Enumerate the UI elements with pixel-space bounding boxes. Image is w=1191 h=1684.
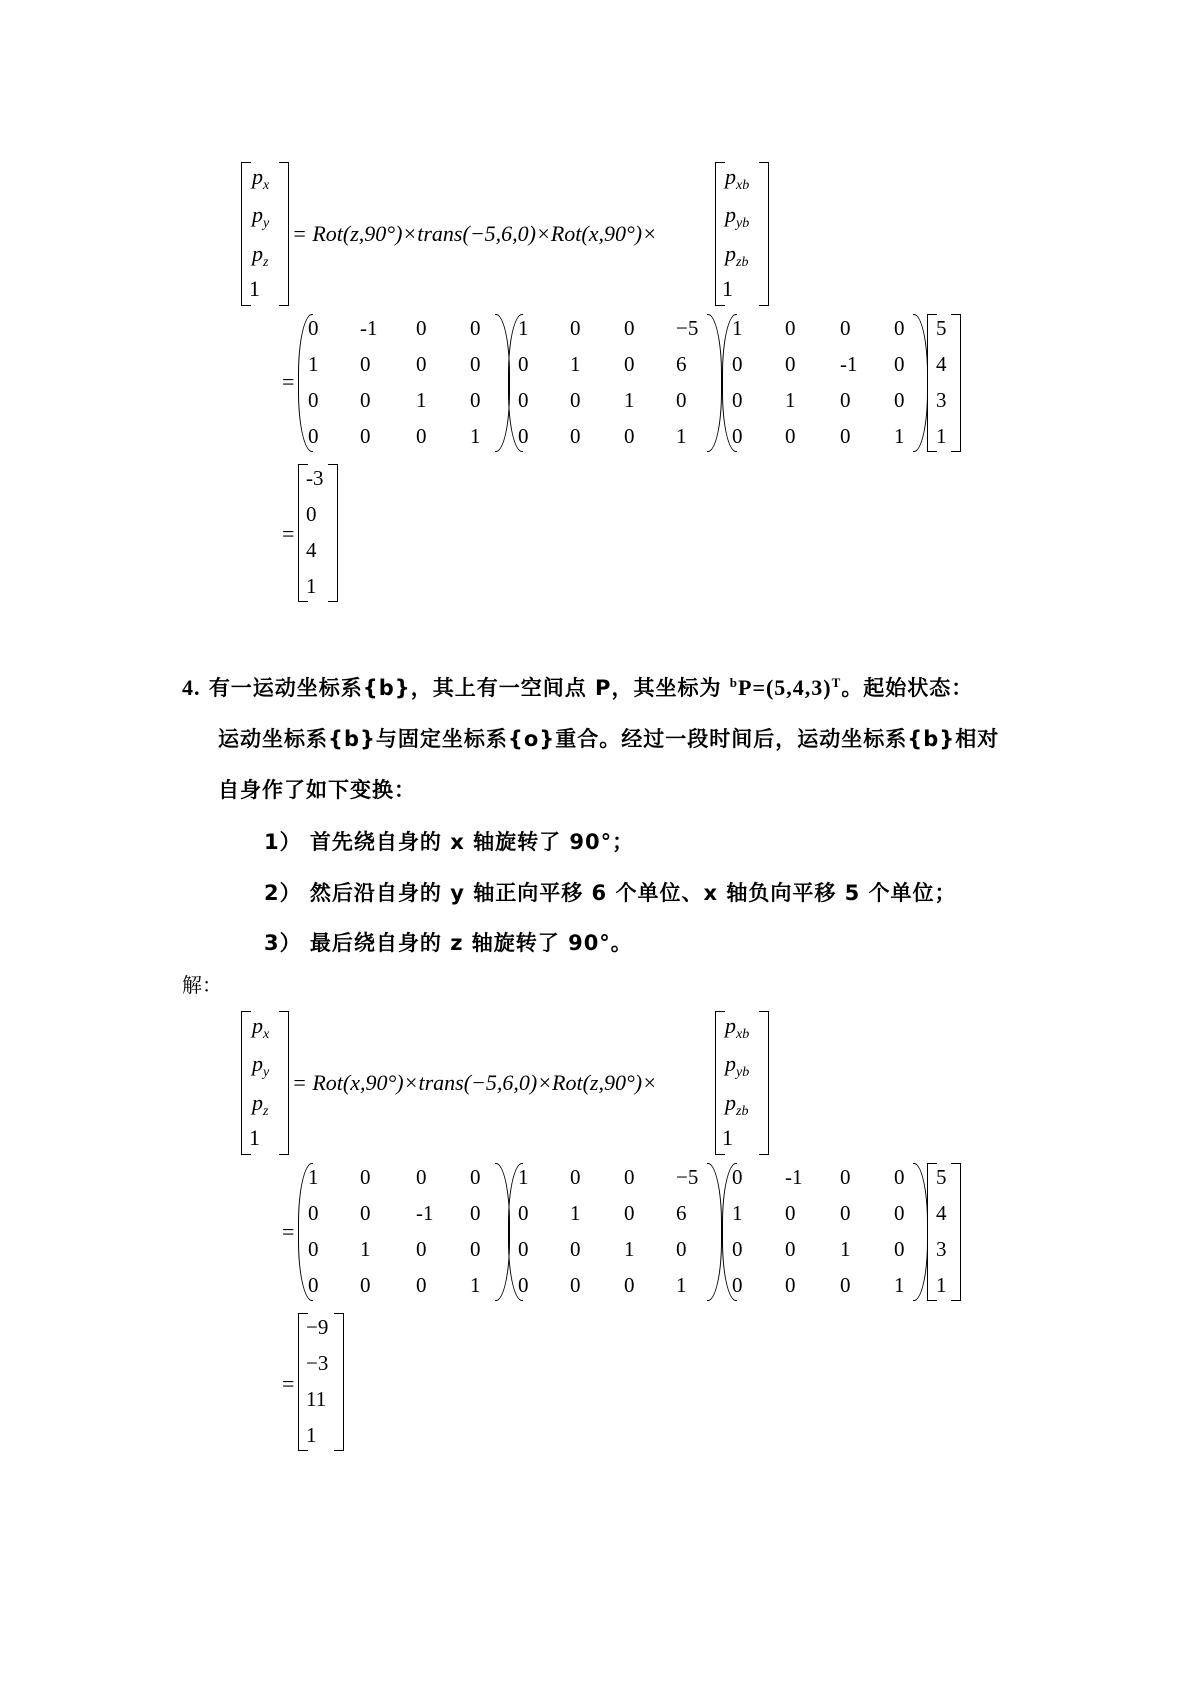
- matrix-cell: 0: [840, 1165, 851, 1189]
- matrix-cell: 0: [308, 1237, 319, 1261]
- matrix-cell: 6: [676, 352, 687, 376]
- matrix-cell: 0: [360, 352, 371, 376]
- matrix-cell: 6: [676, 1201, 687, 1225]
- matrix-cell: 0: [570, 388, 581, 412]
- matrix-cell: -1: [416, 1201, 434, 1225]
- matrix-cell: 0: [840, 316, 851, 340]
- matrix-cell: 0: [894, 1165, 905, 1189]
- matrix-cell: 0: [732, 352, 743, 376]
- matrix-cell: 0: [732, 424, 743, 448]
- matrix-cell: 0: [518, 388, 529, 412]
- problem-statement-line3: 自身作了如下变换：: [218, 778, 416, 802]
- matrix-cell: 0: [308, 388, 319, 412]
- lhs-pz: $p_z$: [252, 241, 269, 270]
- rhs-expression: = Rot(z,90°)×trans(−5,6,0)×Rot(x,90°)×: [292, 221, 657, 246]
- matrix-cell: 0: [732, 1273, 743, 1297]
- matrix-cell: 0: [570, 1165, 581, 1189]
- matrix-cell: 0: [360, 1273, 371, 1297]
- lhs-one: 1: [249, 1125, 260, 1150]
- matrix-cell: 0: [416, 424, 427, 448]
- vector-cell: 3: [936, 388, 947, 412]
- matrix-cell: 0: [676, 388, 687, 412]
- result-value: 0: [306, 502, 317, 526]
- result-value: 4: [306, 538, 317, 562]
- matrix-cell: -1: [785, 1165, 803, 1189]
- matrix-cell: 0: [470, 1165, 481, 1189]
- matrix-cell: 0: [624, 424, 635, 448]
- solution-label: 解：: [182, 973, 222, 997]
- matrix-cell: 0: [570, 1237, 581, 1261]
- matrix-cell: 0: [894, 388, 905, 412]
- matrix-cell: 1: [518, 1165, 529, 1189]
- equals-sign: =: [282, 521, 295, 546]
- result-value: -3: [306, 466, 324, 490]
- matrix-cell: 0: [624, 1165, 635, 1189]
- lhs-px: $p_x$: [252, 1013, 270, 1042]
- matrix-cell: 0: [470, 1237, 481, 1261]
- rhs-pzb: $p_{zb}$: [725, 1090, 749, 1119]
- matrix-cell: 0: [470, 1201, 481, 1225]
- matrix-cell: 0: [624, 316, 635, 340]
- matrix-cell: 1: [894, 1273, 905, 1297]
- matrix-cell: 1: [676, 1273, 687, 1297]
- rhs-pzb: $p_{zb}$: [725, 241, 749, 270]
- rhs-pxb: $p_{xb}$: [725, 164, 750, 193]
- matrix-cell: 1: [308, 352, 319, 376]
- matrix-cell: 0: [470, 352, 481, 376]
- matrix-cell: 0: [894, 316, 905, 340]
- matrix-cell: -1: [840, 352, 858, 376]
- matrix-cell: 0: [840, 424, 851, 448]
- matrix-cell: 1: [624, 388, 635, 412]
- vector-cell: 4: [936, 1201, 947, 1225]
- matrix-cell: 0: [840, 1201, 851, 1225]
- step-1: 1） 首先绕自身的 x 轴旋转了 90°；: [264, 830, 635, 854]
- problem-statement-line1: 4. 有一运动坐标系{b}，其上有一空间点 P，其坐标为 $^bP=(5,4,3)^T$。起始状态：: [182, 675, 974, 700]
- lhs-pz: $p_z$: [252, 1090, 269, 1119]
- result-value: −3: [306, 1351, 329, 1375]
- matrix-cell: 0: [360, 1165, 371, 1189]
- matrix-cell: 0: [416, 1237, 427, 1261]
- rhs-one: 1: [722, 1125, 733, 1150]
- matrix-cell: 0: [732, 1165, 743, 1189]
- vector-cell: 3: [936, 1237, 947, 1261]
- equals-sign: =: [282, 369, 295, 394]
- matrix-cell: 0: [624, 352, 635, 376]
- matrix-cell: 1: [570, 352, 581, 376]
- matrix-cell: 0: [785, 1201, 796, 1225]
- matrix-cell: 0: [894, 1201, 905, 1225]
- matrix-cell: 0: [894, 1237, 905, 1261]
- matrix-cell: 0: [894, 352, 905, 376]
- matrix-cell: 0: [416, 352, 427, 376]
- result-value: −9: [306, 1315, 329, 1339]
- matrix-cell: −5: [676, 1165, 699, 1189]
- matrix-cell: 1: [470, 424, 481, 448]
- matrix-cell: 0: [360, 388, 371, 412]
- vector-cell: 1: [936, 424, 947, 448]
- matrix-cell: 1: [360, 1237, 371, 1261]
- matrix-cell: 0: [624, 1273, 635, 1297]
- matrix-cell: 0: [360, 1201, 371, 1225]
- matrix-cell: 0: [308, 1201, 319, 1225]
- matrix-cell: 0: [840, 1273, 851, 1297]
- matrix-cell: 0: [470, 388, 481, 412]
- result-value: 1: [306, 1423, 317, 1447]
- matrix-cell: 0: [624, 1201, 635, 1225]
- matrix-cell: 0: [570, 424, 581, 448]
- rhs-pyb: $p_{yb}$: [725, 202, 750, 231]
- matrix-cell: 0: [732, 1237, 743, 1261]
- rhs-one: 1: [722, 276, 733, 301]
- matrix-cell: 1: [732, 1201, 743, 1225]
- vector-cell: 5: [936, 1165, 947, 1189]
- matrix-cell: 1: [308, 1165, 319, 1189]
- step-2: 2） 然后沿自身的 y 轴正向平移 6 个单位、x 轴负向平移 5 个单位；: [264, 881, 957, 905]
- problem-statement-line2: 运动坐标系{b}与固定坐标系{o}重合。经过一段时间后，运动坐标系{b}相对: [218, 727, 1000, 751]
- vector-cell: 4: [936, 352, 947, 376]
- matrix-cell: 0: [518, 1201, 529, 1225]
- result-value: 1: [306, 574, 317, 598]
- matrix-cell: 0: [840, 388, 851, 412]
- lhs-one: 1: [249, 276, 260, 301]
- vector-cell: 5: [936, 316, 947, 340]
- matrix-cell: 0: [518, 1237, 529, 1261]
- matrix-cell: 0: [308, 1273, 319, 1297]
- matrix-cell: 0: [570, 1273, 581, 1297]
- matrix-cell: 0: [416, 1273, 427, 1297]
- matrix-cell: -1: [360, 316, 378, 340]
- matrix-cell: 0: [416, 1165, 427, 1189]
- matrix-cell: 0: [785, 1273, 796, 1297]
- equals-sign: =: [282, 1219, 295, 1244]
- matrix-cell: 1: [570, 1201, 581, 1225]
- matrix-cell: 0: [518, 352, 529, 376]
- matrix-cell: 1: [518, 316, 529, 340]
- matrix-cell: 0: [785, 352, 796, 376]
- rhs-pxb: $p_{xb}$: [725, 1013, 750, 1042]
- matrix-cell: 1: [894, 424, 905, 448]
- step-3: 3） 最后绕自身的 z 轴旋转了 90°。: [264, 931, 633, 955]
- matrix-cell: 0: [785, 424, 796, 448]
- rhs-expression: = Rot(x,90°)×trans(−5,6,0)×Rot(z,90°)×: [292, 1070, 657, 1095]
- matrix-cell: 0: [360, 424, 371, 448]
- matrix-cell: 0: [470, 316, 481, 340]
- vector-cell: 1: [936, 1273, 947, 1297]
- matrix-cell: 0: [570, 316, 581, 340]
- matrix-cell: 0: [785, 316, 796, 340]
- lhs-py: $p_y$: [252, 1051, 270, 1080]
- matrix-cell: 1: [416, 388, 427, 412]
- matrix-cell: 1: [470, 1273, 481, 1297]
- matrix-cell: 1: [785, 388, 796, 412]
- result-value: 11: [306, 1387, 327, 1411]
- equals-sign: =: [282, 1371, 295, 1396]
- lhs-py: $p_y$: [252, 202, 270, 231]
- matrix-cell: 0: [785, 1237, 796, 1261]
- matrix-cell: 0: [518, 1273, 529, 1297]
- matrix-cell: −5: [676, 316, 699, 340]
- matrix-cell: 0: [732, 388, 743, 412]
- rhs-pyb: $p_{yb}$: [725, 1051, 750, 1080]
- lhs-px: $p_x$: [252, 164, 270, 193]
- matrix-cell: 0: [518, 424, 529, 448]
- matrix-cell: 0: [676, 1237, 687, 1261]
- matrix-cell: 1: [676, 424, 687, 448]
- matrix-cell: 1: [732, 316, 743, 340]
- matrix-cell: 1: [624, 1237, 635, 1261]
- matrix-cell: 0: [416, 316, 427, 340]
- matrix-cell: 0: [308, 424, 319, 448]
- matrix-cell: 0: [308, 316, 319, 340]
- matrix-cell: 1: [840, 1237, 851, 1261]
